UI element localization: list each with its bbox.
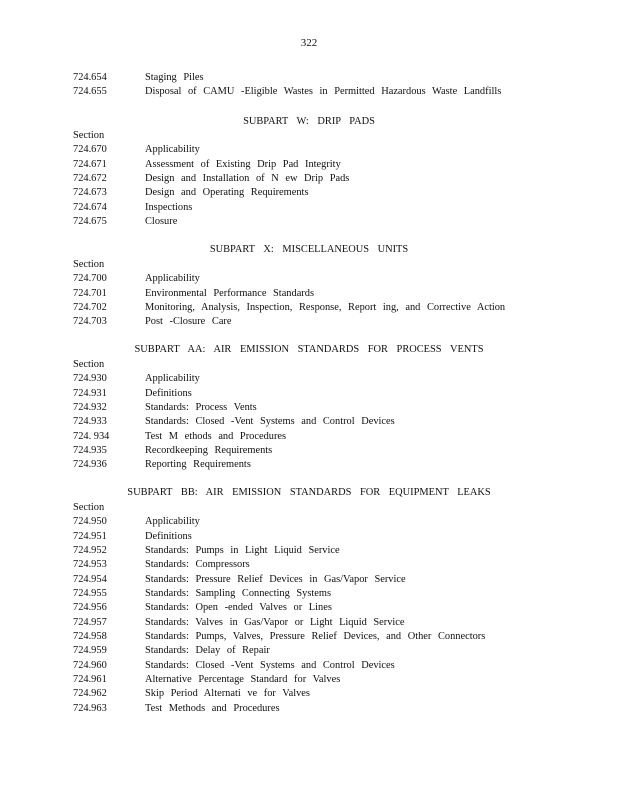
section-number: 724.932 <box>73 402 107 414</box>
section-title: Applicability <box>145 144 200 156</box>
list-item <box>73 573 553 587</box>
section-number: 724.671 <box>73 158 107 170</box>
list-item <box>73 201 553 215</box>
subpart-heading: SUBPART W: DRIP PADS <box>243 116 375 127</box>
section-number: 724.954 <box>73 573 107 585</box>
section-title: Standards: Pumps in Light Liquid Service <box>145 545 340 557</box>
list-item <box>73 544 553 558</box>
section-title: Standards: Closed -Vent Systems and Control Devices <box>145 659 395 671</box>
top-entries <box>73 71 553 100</box>
list-item <box>73 444 553 458</box>
list-item <box>73 401 553 415</box>
section-number: 724.959 <box>73 645 107 657</box>
section-number: 724.951 <box>73 530 107 542</box>
section-label: Section <box>73 259 105 270</box>
page-number: 322 <box>300 37 318 49</box>
section-title: Definitions <box>145 530 192 542</box>
section-title: Monitoring, Analysis, Inspection, Response, Report ing, and Corrective Action <box>145 302 506 314</box>
list-item <box>73 587 553 601</box>
list-item <box>73 387 553 401</box>
section-number: 724.950 <box>73 516 107 528</box>
list-item <box>73 158 553 172</box>
list-item <box>73 143 553 157</box>
list-item <box>73 287 553 301</box>
list-item <box>73 630 553 644</box>
list-item <box>73 558 553 572</box>
section-number: 724.958 <box>73 631 107 643</box>
section-number: 724.957 <box>73 616 107 628</box>
subpart-w-entries <box>73 129 553 229</box>
section-number: 724.953 <box>73 559 107 571</box>
section-title: Inspections <box>145 201 193 213</box>
list-item <box>73 616 553 630</box>
section-title: Assessment of Existing Drip Pad Integrity <box>145 158 341 170</box>
section-title: Reporting Requirements <box>145 459 251 471</box>
section-title: Standards: Closed -Vent Systems and Control Devices <box>145 416 395 428</box>
list-item <box>73 372 553 386</box>
list-item <box>73 186 553 200</box>
section-title: Standards: Valves in Gas/Vapor or Light Liquid Service <box>145 616 405 628</box>
section-title: Applicability <box>145 273 200 285</box>
list-item <box>73 315 553 329</box>
section-number: 724.670 <box>73 144 107 156</box>
list-item <box>73 172 553 186</box>
section-title: Standards: Process Vents <box>145 402 257 414</box>
section-number: 724.672 <box>73 173 107 185</box>
section-title: Alternative Percentage Standard for Valves <box>145 674 341 686</box>
section-number: 724. 934 <box>73 430 110 442</box>
section-title: Disposal of CAMU -Eligible Wastes in Permitted Hazardous Waste Landfills <box>145 86 502 98</box>
list-item <box>73 644 553 658</box>
section-title: Post -Closure Care <box>145 316 232 328</box>
list-item <box>73 301 553 315</box>
section-number: 724.700 <box>73 273 107 285</box>
section-number: 724.674 <box>73 201 107 213</box>
list-item <box>73 458 553 472</box>
list-item <box>73 71 553 85</box>
section-number: 724.955 <box>73 588 107 600</box>
section-title: Definitions <box>145 387 192 399</box>
subpart-heading: SUBPART BB: AIR EMISSION STANDARDS FOR EQUIPMENT LEAKS <box>127 487 491 498</box>
section-number: 724.654 <box>73 72 107 83</box>
section-label: Section <box>73 359 105 370</box>
subpart-heading: SUBPART X: MISCELLANEOUS UNITS <box>209 244 409 255</box>
section-title: Standards: Compressors <box>145 559 250 571</box>
section-number: 724.952 <box>73 545 107 557</box>
list-item <box>73 702 553 716</box>
section-number: 724.935 <box>73 445 107 457</box>
list-item <box>73 687 553 701</box>
section-number: 724.960 <box>73 659 107 671</box>
subpart-x-entries <box>73 258 553 330</box>
section-title: Closure <box>145 216 178 228</box>
section-title: Design and Operating Requirements <box>145 187 309 199</box>
section-title: Recordkeeping Requirements <box>145 445 273 457</box>
list-item <box>73 85 553 99</box>
section-title: Standards: Delay of Repair <box>145 645 270 657</box>
subpart-aa-entries <box>73 358 553 473</box>
section-title: Standards: Open -ended Valves or Lines <box>145 602 332 614</box>
section-title: Standards: Sampling Connecting Systems <box>145 588 332 600</box>
section-title: Environmental Performance Standards <box>145 287 315 299</box>
section-title: Staging Piles <box>145 72 204 83</box>
list-item <box>73 601 553 615</box>
section-number: 724.931 <box>73 387 107 399</box>
section-title: Applicability <box>145 373 200 385</box>
section-title: Standards: Pressure Relief Devices in Gas/Vapor Service <box>145 573 406 585</box>
list-item <box>73 515 553 529</box>
section-title: Applicability <box>145 516 200 528</box>
section-number: 724.702 <box>73 302 107 314</box>
section-number: 724.963 <box>73 702 107 714</box>
section-number: 724.673 <box>73 187 107 199</box>
list-item <box>73 530 553 544</box>
section-title: Design and Installation of N ew Drip Pads <box>145 173 350 185</box>
section-number: 724.936 <box>73 459 107 471</box>
list-item <box>73 415 553 429</box>
section-label: Section <box>73 130 105 141</box>
section-label: Section <box>73 502 105 513</box>
section-number: 724.701 <box>73 287 107 299</box>
list-item <box>73 215 553 229</box>
list-item <box>73 430 553 444</box>
section-number: 724.655 <box>73 86 107 98</box>
section-title: Standards: Pumps, Valves, Pressure Relief Devices, and Other Connectors <box>145 631 486 643</box>
list-item <box>73 272 553 286</box>
list-item <box>73 673 553 687</box>
subpart-bb-entries <box>73 501 553 716</box>
subpart-heading: SUBPART AA: AIR EMISSION STANDARDS FOR PROCESS VENTS <box>134 344 484 355</box>
section-number: 724.703 <box>73 316 107 328</box>
section-title: Test Methods and Procedures <box>145 702 280 714</box>
section-number: 724.962 <box>73 688 107 700</box>
list-item <box>73 659 553 673</box>
section-title: Test M ethods and Procedures <box>145 430 287 442</box>
section-number: 724.933 <box>73 416 107 428</box>
section-number: 724.961 <box>73 674 107 686</box>
section-number: 724.675 <box>73 216 107 228</box>
section-number: 724.930 <box>73 373 107 385</box>
section-title: Skip Period Alternati ve for Valves <box>145 688 310 700</box>
section-number: 724.956 <box>73 602 107 614</box>
